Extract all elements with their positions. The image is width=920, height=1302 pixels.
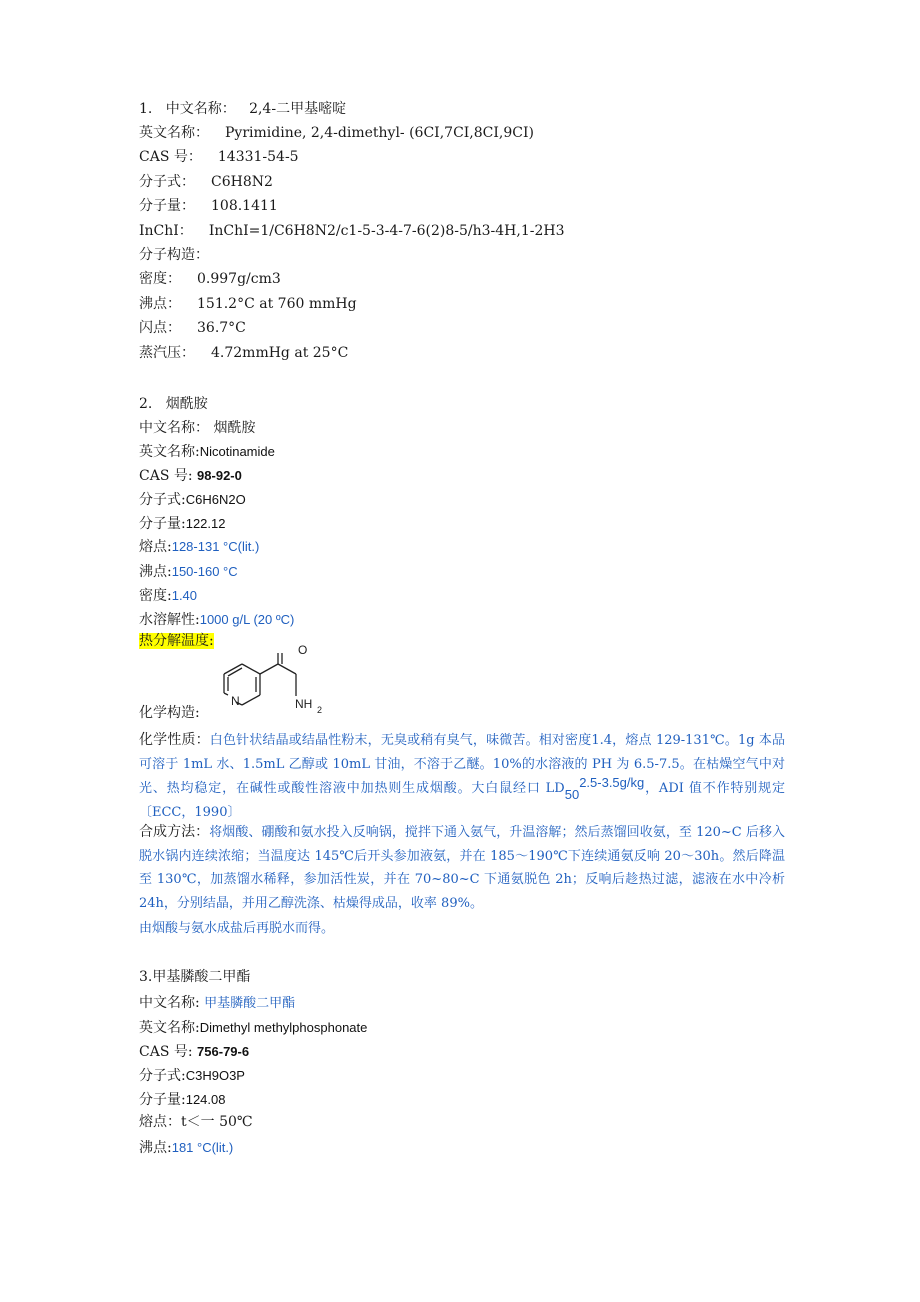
field-label: 英文名称： (139, 125, 209, 141)
field-label: 分子量: (139, 516, 186, 532)
field-label: 英文名称: (139, 1020, 200, 1036)
carbonyl-oxygen-atom: O (298, 643, 308, 657)
section3-bp-row (139, 1138, 233, 1158)
section2-heading (139, 394, 208, 414)
field-label: 密度: (139, 588, 172, 604)
field-label: 合成方法： (139, 824, 210, 840)
section1-row (139, 172, 273, 192)
section3-mp-row (139, 1112, 253, 1132)
section2-formula-row (139, 490, 246, 510)
section3-en-name-row (139, 1018, 367, 1038)
section2-title: 烟酰胺 (165, 396, 208, 412)
section2-solubility-row (139, 610, 294, 630)
section2-synthesis-paragraph (139, 821, 785, 915)
ld50-subscript: 50 (564, 787, 580, 802)
field-value: Dimethyl methylphosphonate (199, 1020, 368, 1035)
section1-row (139, 318, 246, 338)
field-label: 熔点: (139, 539, 172, 555)
synthesis-text: 将烟酸、硼酸和氨水投入反响锅，搅拌下通入氨气，升温溶解；然后蒸馏回收氨，至 120~C 后移入脱水锅内连续浓缩；当温度达 145℃后开头参加液氨，并在 185～190℃下连续通氨反响 20～30h。然后降温至 130℃，加蒸馏水稀释，参加活性炭，并在 70~80~C 下通氨脱色 2h；反响后趁热过滤，滤液在水中冷析 24h，分别结晶，并用乙醇洗涤、枯燥得成品，收率 89%。 (139, 825, 786, 911)
field-value: C3H9O3P (185, 1068, 245, 1083)
field-value: t＜一 50℃ (181, 1114, 253, 1130)
section2-mw-row (139, 514, 225, 534)
section1-row (139, 147, 299, 167)
field-label: 化学性质： (139, 732, 210, 748)
field-value: 98-92-0 (197, 468, 242, 483)
amide-nh-atom: NH (295, 697, 313, 711)
section1-row (139, 221, 565, 241)
section1-row (139, 123, 534, 143)
field-value: 1000 g/L (20 ºC) (199, 612, 295, 627)
field-value: 14331-54-5 (217, 149, 299, 165)
section2-decomp-row (139, 631, 214, 651)
field-label: 中文名称: (139, 995, 200, 1011)
section1-cn-label: 中文名称： (165, 101, 236, 117)
field-value: 181 °C(lit.) (171, 1140, 234, 1155)
section1-heading (139, 99, 346, 119)
field-value: 756-79-6 (197, 1044, 250, 1059)
field-label: 闪点： (139, 320, 181, 336)
section2-number: 2. (139, 396, 153, 412)
field-label: 沸点: (139, 1140, 172, 1156)
amide-nh-subscript: 2 (317, 705, 323, 715)
field-value: C6H6N2O (185, 492, 246, 507)
field-value: InChI=1/C6H8N2/c1-5-3-4-7-6(2)8-5/h3-4H,1-2H3 (208, 223, 565, 239)
section1-row (139, 294, 357, 314)
section2-density-row (139, 586, 197, 606)
field-value: 36.7°C (197, 320, 246, 336)
field-label: InChI： (139, 223, 193, 239)
field-value: Pyrimidine, 2,4-dimethyl- (6CI,7CI,8CI,9CI) (225, 125, 534, 141)
field-label: CAS 号: (139, 468, 193, 484)
field-label: 分子构造： (139, 247, 209, 263)
section3-formula-row (139, 1066, 245, 1086)
section2-bp-row (139, 562, 238, 582)
field-label: 分子量： (139, 198, 195, 214)
nicotinamide-structure-image (212, 643, 332, 718)
field-value: 0.997g/cm3 (197, 271, 281, 287)
section1-row (139, 196, 278, 216)
field-value: 108.1411 (211, 198, 278, 214)
section2-properties-paragraph (139, 729, 785, 824)
section2-cas-row (139, 466, 242, 486)
field-label: 熔点： (139, 1114, 181, 1130)
field-label: 分子式: (139, 492, 186, 508)
field-label: 沸点: (139, 564, 172, 580)
field-label: 分子式： (139, 174, 195, 190)
field-label: 分子式: (139, 1068, 186, 1084)
synthesis-note-text: 由烟酸与氨水成盐后再脱水而得。 (139, 921, 335, 936)
section2-synthesis-note (139, 917, 785, 941)
field-value: C6H8N2 (211, 174, 273, 190)
field-label: 分子量: (139, 1092, 186, 1108)
section2-mp-row (139, 537, 259, 557)
field-value: 1.40 (171, 588, 198, 603)
properties-text: 白色针状结晶或结晶性粉末，无臭或稍有臭气，味微苦。相对密度1.4，熔点 129-131℃。1g 本品可溶于 1mL 水、1.5mL 乙醇或 10mL 甘油，不溶于乙醚。10%的水溶液的 PH 为 6.5-7.5。在枯燥空气中对光、热均稳定，在碱性或酸性溶液中加热则生成烟酸。大白鼠经口 LD (139, 733, 786, 796)
field-label: CAS 号: (139, 1044, 193, 1060)
field-value: 128-131 °C(lit.) (171, 539, 260, 554)
field-label: 化学构造: (139, 705, 200, 721)
section3-cn-name-row (139, 993, 295, 1014)
section3-heading (139, 967, 250, 987)
field-value: Nicotinamide (199, 444, 275, 459)
field-label: 水溶解性: (139, 612, 200, 628)
field-label: 中文名称： (139, 420, 209, 436)
ring-nitrogen-atom: N (231, 694, 240, 708)
field-label: 蒸汽压： (139, 345, 195, 361)
highlighted-label: 热分解温度: (139, 633, 214, 649)
section3-title: 3.甲基膦酸二甲酯 (139, 969, 251, 985)
field-value: 150-160 °C (171, 564, 238, 579)
section1-number: 1. (139, 101, 153, 117)
section2-en-name-row (139, 442, 275, 462)
section1-row (139, 245, 225, 265)
field-label: CAS 号： (139, 149, 202, 165)
section1-cn-value: 2,4-二甲基嘧啶 (249, 101, 347, 117)
field-value: 122.12 (185, 516, 226, 531)
section2-structure-label (139, 703, 200, 723)
section3-mw-row (139, 1090, 225, 1110)
field-value: 151.2°C at 760 mmHg (197, 296, 357, 312)
section3-cas-row (139, 1042, 249, 1062)
field-value: 烟酰胺 (213, 420, 256, 436)
field-label: 英文名称: (139, 444, 200, 460)
field-label: 沸点： (139, 296, 181, 312)
field-value: 4.72mmHg at 25°C (211, 345, 349, 361)
section2-cn-name-row (139, 418, 255, 438)
field-label: 密度： (139, 271, 181, 287)
field-value: 124.08 (185, 1092, 226, 1107)
ld50-value: 2.5-3.5g/kg (579, 775, 645, 790)
field-value: 甲基膦酸二甲酯 (204, 996, 296, 1011)
section1-row (139, 269, 281, 289)
properties-text-end: ，ADI 值不作特别规定〔ECC，1990〕 (139, 781, 785, 820)
section1-row (139, 343, 348, 363)
